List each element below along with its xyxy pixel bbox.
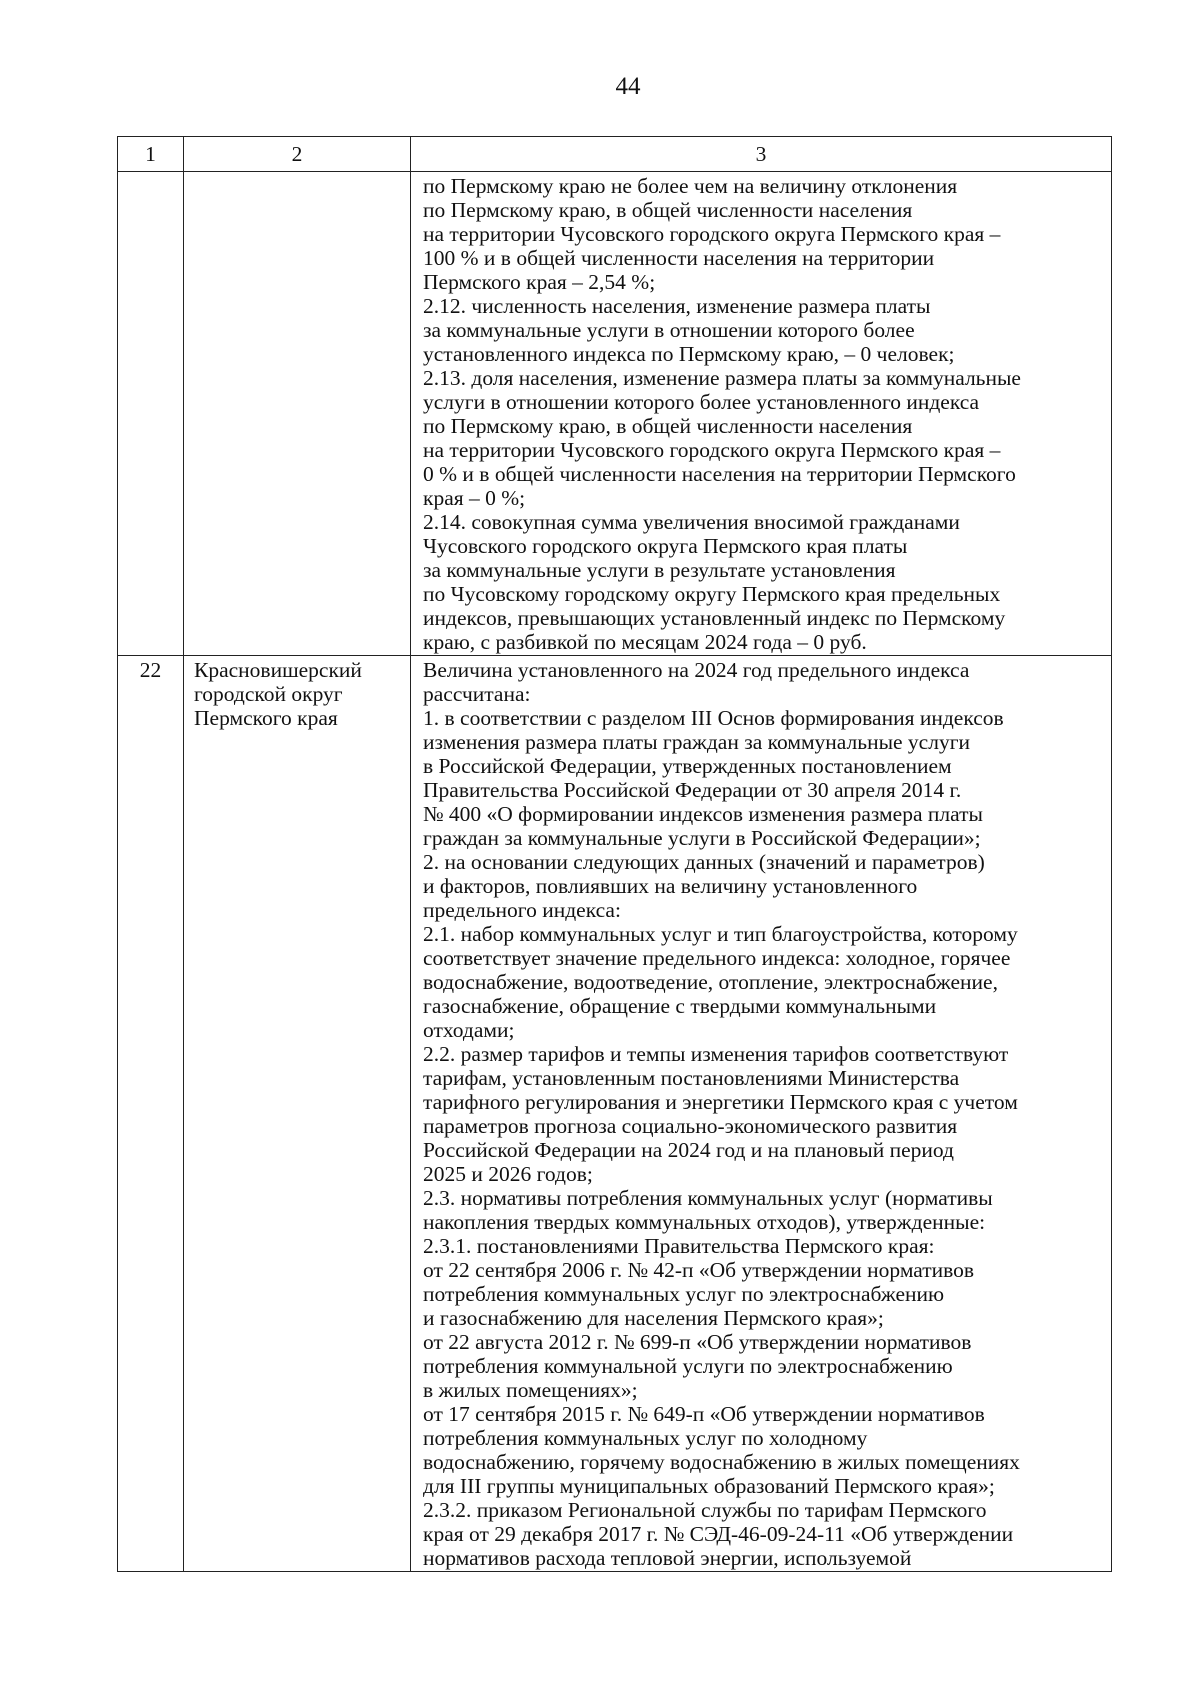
text-line: 2.1. набор коммунальных услуг и тип благоустройства, которому [423, 922, 1018, 946]
text-line: установленного индекса по Пермскому краю, – 0 человек; [423, 342, 955, 366]
text-line: соответствует значение предельного индекса: холодное, горячее [423, 946, 1011, 970]
text-line: для III группы муниципальных образований Пермского края»; [423, 1474, 995, 1498]
text-line: по Пермскому краю, в общей численности населения [423, 198, 913, 222]
page-number: 44 [615, 73, 641, 100]
text-line: от 17 сентября 2015 г. № 649-п «Об утверждении нормативов [423, 1402, 985, 1426]
description-cell [411, 172, 1112, 656]
text-line: Пермского края [194, 706, 338, 730]
text-line: Красновишерский [194, 658, 362, 682]
document-table [117, 136, 1112, 1572]
text-line: тарифного регулирования и энергетики Пермского края с учетом [423, 1090, 1018, 1114]
text-line: накопления твердых коммунальных отходов), утвержденные: [423, 1210, 986, 1234]
text-line: № 400 «О формировании индексов изменения размера платы [423, 802, 983, 826]
description-cell [411, 656, 1112, 1572]
text-line: нормативов расхода тепловой энергии, используемой [423, 1546, 912, 1570]
table-header-row [118, 137, 1112, 172]
text-line: за коммунальные услуги в результате установления [423, 558, 896, 582]
column-header-1: 1 [118, 137, 184, 172]
text-line: рассчитана: [423, 682, 531, 706]
municipality-name-cell [184, 656, 411, 1572]
text-line: в жилых помещениях»; [423, 1378, 638, 1402]
text-line: на территории Чусовского городского округа Пермского края – [423, 438, 1001, 462]
text-line: отходами; [423, 1018, 515, 1042]
text-line: параметров прогноза социально-экономического развития [423, 1114, 958, 1138]
text-line: краю, с разбивкой по месяцам 2024 года – 0 руб. [423, 630, 867, 654]
text-line: 2.13. доля населения, изменение размера платы за коммунальные [423, 366, 1021, 390]
text-line: городской округ [194, 682, 343, 706]
column-header-2: 2 [184, 137, 411, 172]
text-line: от 22 сентября 2006 г. № 42-п «Об утверждении нормативов [423, 1258, 975, 1282]
text-line: 2.12. численность населения, изменение размера платы [423, 294, 931, 318]
text-line: 2.3.1. постановлениями Правительства Пермского края: [423, 1234, 935, 1258]
table-row [118, 172, 1112, 656]
text-line: потребления коммунальной услуги по электроснабжению [423, 1354, 953, 1378]
text-line: по Пермскому краю не более чем на величину отклонения [423, 174, 958, 198]
text-line: 2025 и 2026 годов; [423, 1162, 593, 1186]
text-line: водоснабжение, водоотведение, отопление, электроснабжение, [423, 970, 998, 994]
text-line: 2. на основании следующих данных (значений и параметров) [423, 850, 985, 874]
table-row [118, 656, 1112, 1572]
text-line: на территории Чусовского городского округа Пермского края – [423, 222, 1001, 246]
text-line: газоснабжение, обращение с твердыми коммунальными [423, 994, 937, 1018]
text-line: края от 29 декабря 2017 г. № СЭД-46-09-24-11 «Об утверждении [423, 1522, 1014, 1546]
text-line: 2.2. размер тарифов и темпы изменения тарифов соответствуют [423, 1042, 1009, 1066]
text-line: услуги в отношении которого более установленного индекса [423, 390, 980, 414]
text-line: Величина установленного на 2024 год предельного индекса [423, 658, 970, 682]
text-line: индексов, превышающих установленный индекс по Пермскому [423, 606, 1006, 630]
text-line: края – 0 %; [423, 486, 526, 510]
text-line: 2.3.2. приказом Региональной службы по тарифам Пермского [423, 1498, 987, 1522]
municipality-name-cell [184, 172, 411, 656]
text-line: за коммунальные услуги в отношении которого более [423, 318, 915, 342]
text-line: тарифам, установленным постановлениями Министерства [423, 1066, 960, 1090]
text-line: граждан за коммунальные услуги в Российской Федерации»; [423, 826, 981, 850]
text-line: 100 % и в общей численности населения на территории [423, 246, 935, 270]
text-line: по Чусовскому городскому округу Пермского края предельных [423, 582, 1001, 606]
text-line: и газоснабжению для населения Пермского края»; [423, 1306, 884, 1330]
column-header-3: 3 [411, 137, 1112, 172]
text-line: и факторов, повлиявших на величину установленного [423, 874, 918, 898]
text-line: предельного индекса: [423, 898, 621, 922]
text-line: Правительства Российской Федерации от 30 апреля 2014 г. [423, 778, 962, 802]
text-line: в Российской Федерации, утвержденных постановлением [423, 754, 952, 778]
text-line: от 22 августа 2012 г. № 699-п «Об утверждении нормативов [423, 1330, 972, 1354]
text-line: Чусовского городского округа Пермского края платы [423, 534, 908, 558]
text-line: 1. в соответствии с разделом III Основ формирования индексов [423, 706, 1004, 730]
text-line: водоснабжению, горячему водоснабжению в жилых помещениях [423, 1450, 1020, 1474]
text-line: потребления коммунальных услуг по холодному [423, 1426, 868, 1450]
row-number-cell: 22 [118, 656, 184, 1572]
text-line: потребления коммунальных услуг по электроснабжению [423, 1282, 945, 1306]
row-number-cell [118, 172, 184, 656]
text-line: Российской Федерации на 2024 год и на плановый период [423, 1138, 954, 1162]
text-line: Пермского края – 2,54 %; [423, 270, 656, 294]
text-line: 0 % и в общей численности населения на территории Пермского [423, 462, 1016, 486]
text-line: изменения размера платы граждан за коммунальные услуги [423, 730, 971, 754]
text-line: по Пермскому краю, в общей численности населения [423, 414, 913, 438]
text-line: 2.14. совокупная сумма увеличения вносимой гражданами [423, 510, 960, 534]
text-line: 2.3. нормативы потребления коммунальных услуг (нормативы [423, 1186, 993, 1210]
